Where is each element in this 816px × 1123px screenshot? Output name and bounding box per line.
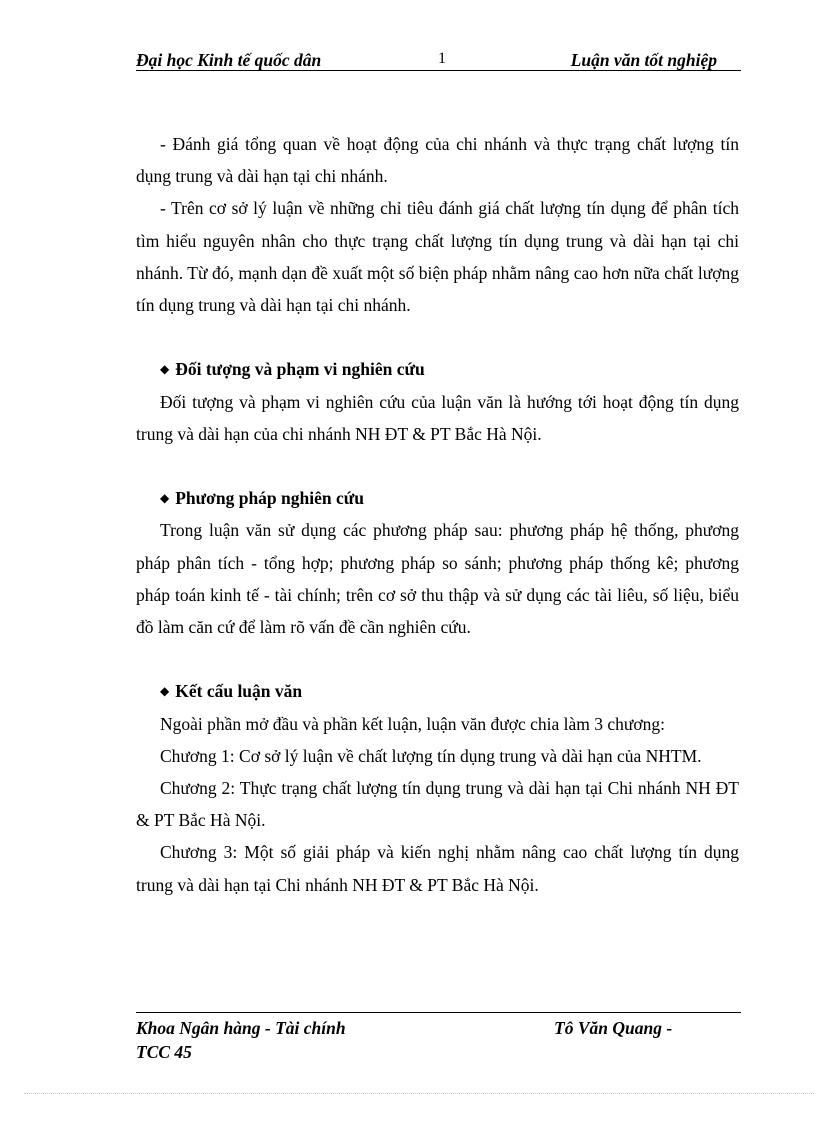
page-body [136, 128, 739, 901]
page-number: 1 [438, 50, 446, 67]
section-heading-scope [136, 353, 739, 385]
spacer [136, 643, 739, 675]
page-edge-divider [24, 1093, 814, 1094]
spacer [136, 450, 739, 482]
diamond-bullet-icon: ◆ [160, 491, 170, 506]
footer-author: Tô Văn Quang - [554, 1018, 673, 1038]
intro-paragraph-1: - Đánh giá tổng quan về hoạt động của chi nhánh và thực trạng chất lượng tín dụng trung và dài hạn tại chi nhánh. [136, 134, 739, 187]
chapter-2-description: Chương 2: Thực trạng chất lượng tín dụng trung và dài hạn tại Chi nhánh NH ĐT & PT Bắc Hà Nội. [136, 778, 739, 831]
chapter-1-description: Chương 1: Cơ sở lý luận về chất lượng tín dụng trung và dài hạn của NHTM. [160, 745, 702, 766]
chapter-3-description: Chương 3: Một số giải pháp và kiến nghị nhằm nâng cao chất lượng tín dụng trung và dài hạn tại Chi nhánh NH ĐT & PT Bắc Hà Nội. [136, 842, 739, 895]
section-methods-body: Trong luận văn sử dụng các phương pháp sau: phương pháp hệ thống, phương pháp phân tích - tổng hợp; phương pháp so sánh; phương pháp thống kê; phương pháp toán kinh tế - tài chính; trên cơ sở thu thập và sử dụng các tài liêu, số liệu, biểu đồ làm căn cứ để làm rõ vấn đề cần nghiên cứu. [136, 520, 739, 638]
section-title: Đối tượng và phạm vi nghiên cứu [175, 359, 425, 380]
header-document-type: Luận văn tốt nghiệp [570, 50, 717, 70]
section-title: Phương pháp nghiên cứu [175, 488, 364, 509]
header-university: Đại học Kinh tế quốc dân [136, 50, 322, 70]
footer-class: TCC 45 [136, 1042, 192, 1062]
footer-faculty: Khoa Ngân hàng - Tài chính [136, 1018, 346, 1038]
diamond-bullet-icon: ◆ [160, 362, 170, 377]
section-heading-methods [136, 482, 739, 514]
section-title: Kết cấu luận văn [175, 681, 303, 702]
intro-paragraph-2: - Trên cơ sở lý luận về những chỉ tiêu đánh giá chất lượng tín dụng để phân tích tìm hiểu nguyên nhân cho thực trạng chất lượng tín dụng trung và dài hạn tại chi nhánh. Từ đó, mạnh dạn đề xuất một số biện pháp nhằm nâng cao hơn nữa chất lượng tín dụng trung và dài hạn tại chi nhánh. [136, 198, 739, 316]
structure-intro: Ngoài phần mở đầu và phần kết luận, luận văn được chia làm 3 chương: [160, 713, 665, 734]
diamond-bullet-icon: ◆ [160, 684, 170, 699]
page-header [136, 48, 741, 71]
section-heading-structure [136, 675, 739, 707]
spacer [136, 321, 739, 353]
section-scope-body: Đối tượng và phạm vi nghiên cứu của luận văn là hướng tới hoạt động tín dụng trung và dài hạn của chi nhánh NH ĐT & PT Bắc Hà Nội. [136, 391, 739, 444]
page-footer [136, 1012, 741, 1064]
